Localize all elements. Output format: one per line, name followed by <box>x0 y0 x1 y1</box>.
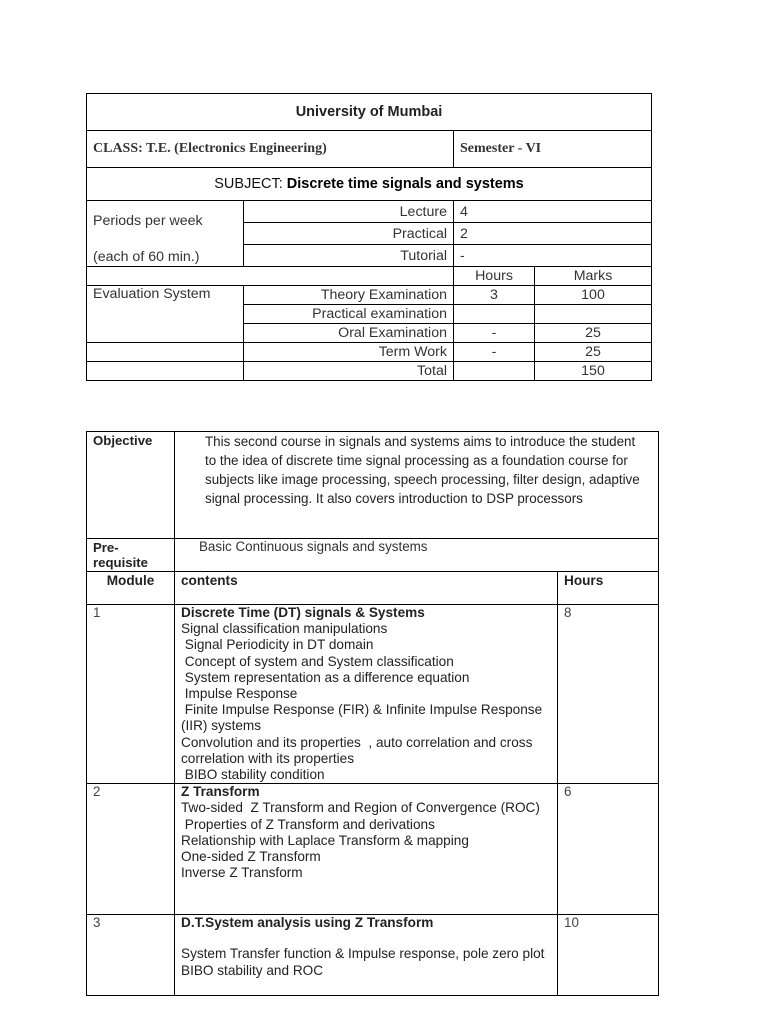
eval-header-blank <box>87 267 454 286</box>
contents-header: contents <box>175 572 558 605</box>
module-hours: 10 <box>558 915 659 996</box>
module-line: BIBO stability condition <box>181 767 325 783</box>
eval-row-blank <box>87 362 244 381</box>
module-line: Relationship with Laplace Transform & mapping <box>181 832 469 848</box>
periods-label-line2: (each of 60 min.) <box>93 249 200 265</box>
eval-row-marks: 25 <box>535 343 652 362</box>
eval-row-marks <box>535 305 652 324</box>
eval-total-label: Total <box>244 362 454 381</box>
prerequisite-text: Basic Continuous signals and systems <box>175 539 659 572</box>
module-title: Discrete Time (DT) signals & Systems <box>181 605 425 620</box>
module-line: Impulse Response <box>181 686 298 702</box>
eval-row-marks: 100 <box>535 286 652 305</box>
module-line: System representation as a difference equation <box>181 669 470 685</box>
objective-label: Objective <box>87 432 175 539</box>
eval-row-marks: 25 <box>535 324 652 343</box>
syllabus-table <box>86 431 659 996</box>
objective-text: This second course in signals and systems aims to introduce the student to the idea of discrete time signal processing as a foundation course for subjects like image processing, speech processing, filter design, adaptive signal processing. It also covers introduction to DSP processors <box>175 432 659 539</box>
module-contents <box>175 915 558 996</box>
module-contents <box>175 605 558 784</box>
module-line: Inverse Z Transform <box>181 865 303 881</box>
periods-label-line1: Periods per week <box>93 213 203 229</box>
practical-label: Practical <box>244 223 454 245</box>
module-title: D.T.System analysis using Z Transform <box>181 915 434 931</box>
eval-row-hours: - <box>454 324 535 343</box>
periods-label <box>87 201 244 267</box>
eval-total-hours <box>454 362 535 381</box>
marks-header: Marks <box>535 267 652 286</box>
eval-row-label: Theory Examination <box>244 286 454 305</box>
eval-row-hours <box>454 305 535 324</box>
subject-prefix: SUBJECT: <box>214 176 283 192</box>
module-number: 1 <box>87 605 175 784</box>
university-title: University of Mumbai <box>87 94 652 131</box>
module-line: Properties of Z Transform and derivations <box>181 816 435 832</box>
module-line: Finite Impulse Response (FIR) & Infinite Impulse Response (IIR) systems <box>181 702 546 734</box>
module-line: Convolution and its properties , auto correlation and cross correlation with its properties <box>181 734 537 766</box>
module-hours: 6 <box>558 784 659 915</box>
subject-name: Discrete time signals and systems <box>286 176 524 192</box>
evaluation-label: Evaluation System <box>87 286 244 343</box>
prerequisite-label: Pre-requisite <box>87 539 175 572</box>
hours-col-header: Hours <box>558 572 659 605</box>
course-info-table <box>86 93 652 381</box>
eval-row-label: Term Work <box>244 343 454 362</box>
module-number: 3 <box>87 915 175 996</box>
practical-value: 2 <box>454 223 652 245</box>
module-line: System Transfer function & Impulse response, pole zero plot <box>181 946 545 962</box>
module-spacer <box>181 931 551 946</box>
module-line: Signal Periodicity in DT domain <box>181 637 374 653</box>
eval-row-blank <box>87 343 244 362</box>
semester-label: Semester - VI <box>454 131 652 168</box>
eval-total-marks: 150 <box>535 362 652 381</box>
tutorial-value: - <box>454 245 652 267</box>
eval-row-label: Oral Examination <box>244 324 454 343</box>
module-line: Signal classification manipulations <box>181 621 388 637</box>
lecture-value: 4 <box>454 201 652 223</box>
eval-row-hours: 3 <box>454 286 535 305</box>
lecture-label: Lecture <box>244 201 454 223</box>
subject-title <box>87 168 652 201</box>
hours-header: Hours <box>454 267 535 286</box>
class-label: CLASS: T.E. (Electronics Engineering) <box>87 131 454 168</box>
module-line: One-sided Z Transform <box>181 849 321 865</box>
eval-row-hours: - <box>454 343 535 362</box>
module-title: Z Transform <box>181 784 260 800</box>
module-contents <box>175 784 558 915</box>
module-line: BIBO stability and ROC <box>181 962 324 978</box>
module-line: Two-sided Z Transform and Region of Convergence (ROC) <box>181 800 540 816</box>
module-number: 2 <box>87 784 175 915</box>
module-hours: 8 <box>558 605 659 784</box>
tutorial-label: Tutorial <box>244 245 454 267</box>
module-header: Module <box>87 572 175 605</box>
eval-row-label: Practical examination <box>244 305 454 324</box>
module-line: Concept of system and System classification <box>181 653 454 669</box>
